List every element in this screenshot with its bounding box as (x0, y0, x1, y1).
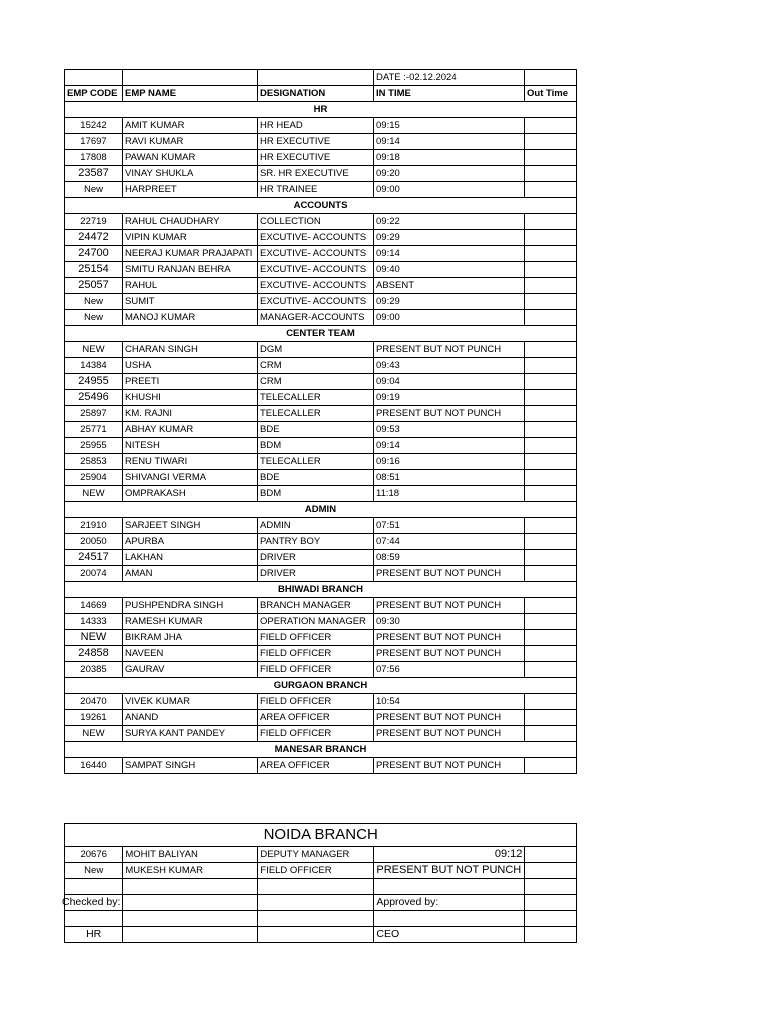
emp-name-cell: AMIT KUMAR (123, 118, 258, 134)
out-time-cell (525, 358, 577, 374)
table-row (65, 630, 577, 646)
in-time-cell: 07:56 (374, 662, 525, 678)
emp-name-cell: RAHUL (123, 278, 258, 294)
empty-cell (258, 70, 374, 86)
emp-code-cell: 16440 (65, 758, 123, 774)
section-header-row (65, 502, 577, 518)
emp-code-cell: 17697 (65, 134, 123, 150)
designation-cell: FIELD OFFICER (258, 726, 374, 742)
emp-name-cell: PUSHPENDRA SINGH (123, 598, 258, 614)
emp-code-cell: 20470 (65, 694, 123, 710)
designation-cell: CRM (258, 374, 374, 390)
section-title: BHIWADI BRANCH (65, 582, 577, 598)
emp-name-cell: SARJEET SINGH (123, 518, 258, 534)
table-row (65, 406, 577, 422)
emp-code-cell: NEW (65, 342, 123, 358)
out-time-cell (525, 614, 577, 630)
in-time-cell: ABSENT (374, 278, 525, 294)
designation-cell: TELECALLER (258, 454, 374, 470)
out-time-cell (525, 118, 577, 134)
table-row (65, 310, 577, 326)
emp-name-cell: NEERAJ KUMAR PRAJAPATI (123, 246, 258, 262)
emp-name-cell: HARPREET (123, 182, 258, 198)
section-header-row (65, 198, 577, 214)
out-time-cell (525, 566, 577, 582)
emp-name-cell: KHUSHI (123, 390, 258, 406)
table-row (65, 438, 577, 454)
empty-cell (258, 911, 374, 927)
designation-cell: EXCUTIVE- ACCOUNTS (258, 230, 374, 246)
table-row (65, 294, 577, 310)
out-time-cell (525, 246, 577, 262)
emp-code-cell: NEW (65, 726, 123, 742)
checked-by-label: Checked by: (65, 895, 123, 911)
emp-name-cell: VIPIN KUMAR (123, 230, 258, 246)
out-time-cell (525, 598, 577, 614)
col-emp-name: EMP NAME (123, 86, 258, 102)
in-time-cell: PRESENT BUT NOT PUNCH (374, 863, 525, 879)
section-header-row (65, 742, 577, 758)
emp-name-cell: AMAN (123, 566, 258, 582)
table-row (65, 182, 577, 198)
table-row (65, 710, 577, 726)
emp-name-cell: MUKESH KUMAR (123, 863, 258, 879)
in-time-cell: 09:30 (374, 614, 525, 630)
table-row (65, 422, 577, 438)
designation-cell: AREA OFFICER (258, 758, 374, 774)
emp-name-cell: RAMESH KUMAR (123, 614, 258, 630)
emp-code-cell: New (65, 182, 123, 198)
emp-code-cell: 22719 (65, 214, 123, 230)
designation-cell: FIELD OFFICER (258, 662, 374, 678)
emp-code-cell: 14384 (65, 358, 123, 374)
emp-name-cell: PREETI (123, 374, 258, 390)
emp-code-cell: NEW (65, 486, 123, 502)
table-row (65, 518, 577, 534)
designation-cell: TELECALLER (258, 390, 374, 406)
designation-cell: HR TRAINEE (258, 182, 374, 198)
table-row (65, 534, 577, 550)
designation-cell: HR HEAD (258, 118, 374, 134)
emp-name-cell: KM. RAJNI (123, 406, 258, 422)
empty-cell (525, 911, 577, 927)
in-time-cell: PRESENT BUT NOT PUNCH (374, 710, 525, 726)
in-time-cell: PRESENT BUT NOT PUNCH (374, 646, 525, 662)
empty-cell (525, 879, 577, 895)
designation-cell: BDM (258, 438, 374, 454)
emp-code-cell: 15242 (65, 118, 123, 134)
in-time-cell: 08:51 (374, 470, 525, 486)
designation-cell: DEPUTY MANAGER (258, 847, 374, 863)
table-row (65, 614, 577, 630)
emp-name-cell: MOHIT BALIYAN (123, 847, 258, 863)
table-row (65, 598, 577, 614)
section-header-row (65, 326, 577, 342)
in-time-cell: PRESENT BUT NOT PUNCH (374, 630, 525, 646)
table-row (65, 390, 577, 406)
designation-cell: BDE (258, 470, 374, 486)
out-time-cell (525, 438, 577, 454)
table-row (65, 662, 577, 678)
in-time-cell: PRESENT BUT NOT PUNCH (374, 342, 525, 358)
in-time-cell: 09:19 (374, 390, 525, 406)
emp-name-cell: PAWAN KUMAR (123, 150, 258, 166)
in-time-cell: 10:54 (374, 694, 525, 710)
table-row (65, 118, 577, 134)
empty-cell (525, 895, 577, 911)
out-time-cell (525, 758, 577, 774)
in-time-cell: 09:22 (374, 214, 525, 230)
column-header-row (65, 86, 577, 102)
empty-cell (65, 70, 123, 86)
in-time-cell: 09:14 (374, 134, 525, 150)
empty-cell (123, 927, 258, 943)
out-time-cell (525, 374, 577, 390)
empty-cell (258, 879, 374, 895)
emp-code-cell: 14669 (65, 598, 123, 614)
designation-cell: EXCUTIVE- ACCOUNTS (258, 246, 374, 262)
out-time-cell (525, 534, 577, 550)
noida-branch-title: NOIDA BRANCH (65, 824, 577, 847)
designation-cell: ADMIN (258, 518, 374, 534)
emp-code-cell: 24700 (65, 246, 123, 262)
out-time-cell (525, 134, 577, 150)
designation-cell: DRIVER (258, 566, 374, 582)
in-time-cell: PRESENT BUT NOT PUNCH (374, 406, 525, 422)
designation-cell: DGM (258, 342, 374, 358)
emp-code-cell: 24858 (65, 646, 123, 662)
designation-cell: FIELD OFFICER (258, 863, 374, 879)
emp-code-cell: 24517 (65, 550, 123, 566)
designation-cell: SR. HR EXECUTIVE (258, 166, 374, 182)
in-time-cell: 09:43 (374, 358, 525, 374)
noida-title-row (65, 824, 577, 847)
emp-code-cell: 20050 (65, 534, 123, 550)
out-time-cell (525, 150, 577, 166)
emp-name-cell: APURBA (123, 534, 258, 550)
out-time-cell (525, 342, 577, 358)
emp-code-cell: 25771 (65, 422, 123, 438)
table-row (65, 470, 577, 486)
out-time-cell (525, 230, 577, 246)
emp-code-cell: New (65, 863, 123, 879)
emp-code-cell: 14333 (65, 614, 123, 630)
table-row (65, 726, 577, 742)
table-row (65, 863, 577, 879)
hr-signatory: HR (65, 927, 123, 943)
table-row (65, 374, 577, 390)
table-row (65, 847, 577, 863)
emp-code-cell: 20074 (65, 566, 123, 582)
table-row (65, 214, 577, 230)
col-designation: DESIGNATION (258, 86, 374, 102)
designation-cell: EXCUTIVE- ACCOUNTS (258, 262, 374, 278)
in-time-cell: 07:44 (374, 534, 525, 550)
out-time-cell (525, 182, 577, 198)
approved-by-label: Approved by: (374, 895, 525, 911)
in-time-cell: 09:40 (374, 262, 525, 278)
emp-code-cell: 17808 (65, 150, 123, 166)
out-time-cell (525, 406, 577, 422)
out-time-cell (525, 662, 577, 678)
emp-name-cell: SHIVANGI VERMA (123, 470, 258, 486)
out-time-cell (525, 390, 577, 406)
table-row (65, 454, 577, 470)
designation-cell: BRANCH MANAGER (258, 598, 374, 614)
emp-code-cell: 25496 (65, 390, 123, 406)
in-time-cell: 09:14 (374, 438, 525, 454)
emp-code-cell: 23587 (65, 166, 123, 182)
table-row (65, 278, 577, 294)
section-title: GURGAON BRANCH (65, 678, 577, 694)
emp-name-cell: SUMIT (123, 294, 258, 310)
empty-cell (258, 895, 374, 911)
emp-name-cell: VIVEK KUMAR (123, 694, 258, 710)
in-time-cell: 07:51 (374, 518, 525, 534)
in-time-cell: 09:18 (374, 150, 525, 166)
ceo-signatory: CEO (374, 927, 525, 943)
emp-code-cell: 19261 (65, 710, 123, 726)
empty-cell (65, 879, 123, 895)
out-time-cell (525, 294, 577, 310)
section-title: HR (65, 102, 577, 118)
designation-cell: MANAGER-ACCOUNTS (258, 310, 374, 326)
out-time-cell (525, 470, 577, 486)
designation-cell: TELECALLER (258, 406, 374, 422)
designation-cell: HR EXECUTIVE (258, 150, 374, 166)
out-time-cell (525, 710, 577, 726)
emp-code-cell: New (65, 294, 123, 310)
table-row (65, 566, 577, 582)
in-time-cell: 08:59 (374, 550, 525, 566)
designation-cell: PANTRY BOY (258, 534, 374, 550)
empty-cell (123, 70, 258, 86)
designation-cell: OPERATION MANAGER (258, 614, 374, 630)
table-row (65, 342, 577, 358)
emp-name-cell: BIKRAM JHA (123, 630, 258, 646)
table-row (65, 230, 577, 246)
signature-label-row (65, 895, 577, 911)
emp-name-cell: SAMPAT SINGH (123, 758, 258, 774)
table-row (65, 246, 577, 262)
attendance-table-body (65, 70, 577, 774)
emp-name-cell: LAKHAN (123, 550, 258, 566)
in-time-cell: PRESENT BUT NOT PUNCH (374, 566, 525, 582)
in-time-cell: 09:15 (374, 118, 525, 134)
section-title: ACCOUNTS (65, 198, 577, 214)
emp-name-cell: OMPRAKASH (123, 486, 258, 502)
table-row (65, 262, 577, 278)
date-row (65, 70, 577, 86)
emp-name-cell: NITESH (123, 438, 258, 454)
designation-cell: EXCUTIVE- ACCOUNTS (258, 294, 374, 310)
in-time-cell: PRESENT BUT NOT PUNCH (374, 598, 525, 614)
signature-role-row (65, 927, 577, 943)
emp-code-cell: 20676 (65, 847, 123, 863)
blank-row (65, 879, 577, 895)
out-time-cell (525, 166, 577, 182)
emp-name-cell: RENU TIWARI (123, 454, 258, 470)
emp-code-cell: 24955 (65, 374, 123, 390)
out-time-cell (525, 694, 577, 710)
attendance-table (64, 69, 577, 774)
empty-cell (123, 895, 258, 911)
table-row (65, 550, 577, 566)
emp-name-cell: NAVEEN (123, 646, 258, 662)
out-time-cell (525, 550, 577, 566)
in-time-cell: 09:12 (374, 847, 525, 863)
in-time-cell: 09:29 (374, 230, 525, 246)
designation-cell: BDE (258, 422, 374, 438)
out-time-cell (525, 310, 577, 326)
table-row (65, 758, 577, 774)
out-time-cell (525, 278, 577, 294)
in-time-cell: 11:18 (374, 486, 525, 502)
out-time-cell (525, 726, 577, 742)
section-header-row (65, 102, 577, 118)
date-cell: DATE :-02.12.2024 (374, 70, 525, 86)
emp-name-cell: SURYA KANT PANDEY (123, 726, 258, 742)
designation-cell: FIELD OFFICER (258, 646, 374, 662)
out-time-cell (525, 262, 577, 278)
emp-name-cell: VINAY SHUKLA (123, 166, 258, 182)
empty-cell (65, 911, 123, 927)
in-time-cell: PRESENT BUT NOT PUNCH (374, 758, 525, 774)
designation-cell: DRIVER (258, 550, 374, 566)
designation-cell: FIELD OFFICER (258, 694, 374, 710)
in-time-cell: 09:00 (374, 182, 525, 198)
emp-code-cell: 25955 (65, 438, 123, 454)
in-time-cell: 09:00 (374, 310, 525, 326)
col-in-time: IN TIME (374, 86, 525, 102)
emp-name-cell: CHARAN SINGH (123, 342, 258, 358)
out-time-cell (525, 863, 577, 879)
empty-cell (374, 911, 525, 927)
in-time-cell: PRESENT BUT NOT PUNCH (374, 726, 525, 742)
in-time-cell: 09:20 (374, 166, 525, 182)
out-time-cell (525, 422, 577, 438)
designation-cell: BDM (258, 486, 374, 502)
designation-cell: CRM (258, 358, 374, 374)
empty-cell (374, 879, 525, 895)
out-time-cell (525, 646, 577, 662)
out-time-cell (525, 630, 577, 646)
empty-cell (123, 911, 258, 927)
emp-code-cell: 25057 (65, 278, 123, 294)
emp-name-cell: RAHUL CHAUDHARY (123, 214, 258, 230)
empty-cell (525, 70, 577, 86)
emp-name-cell: SMITU RANJAN BEHRA (123, 262, 258, 278)
table-row (65, 358, 577, 374)
emp-code-cell: 25904 (65, 470, 123, 486)
designation-cell: FIELD OFFICER (258, 630, 374, 646)
emp-name-cell: ANAND (123, 710, 258, 726)
out-time-cell (525, 486, 577, 502)
designation-cell: HR EXECUTIVE (258, 134, 374, 150)
in-time-cell: 09:53 (374, 422, 525, 438)
section-title: MANESAR BRANCH (65, 742, 577, 758)
in-time-cell: 09:29 (374, 294, 525, 310)
col-out-time: Out Time (525, 86, 577, 102)
emp-code-cell: 24472 (65, 230, 123, 246)
empty-cell (123, 879, 258, 895)
section-header-row (65, 582, 577, 598)
blank-row (65, 911, 577, 927)
emp-code-cell: 25853 (65, 454, 123, 470)
table-row (65, 150, 577, 166)
emp-code-cell: 20385 (65, 662, 123, 678)
emp-code-cell: New (65, 310, 123, 326)
table-row (65, 486, 577, 502)
out-time-cell (525, 214, 577, 230)
emp-code-cell: 21910 (65, 518, 123, 534)
out-time-cell (525, 518, 577, 534)
emp-name-cell: MANOJ KUMAR (123, 310, 258, 326)
table-row (65, 694, 577, 710)
emp-name-cell: RAVI KUMAR (123, 134, 258, 150)
section-title: ADMIN (65, 502, 577, 518)
designation-cell: EXCUTIVE- ACCOUNTS (258, 278, 374, 294)
empty-cell (258, 927, 374, 943)
emp-name-cell: GAURAV (123, 662, 258, 678)
in-time-cell: 09:16 (374, 454, 525, 470)
in-time-cell: 09:04 (374, 374, 525, 390)
emp-code-cell: NEW (65, 630, 123, 646)
section-title: CENTER TEAM (65, 326, 577, 342)
empty-cell (525, 927, 577, 943)
out-time-cell (525, 847, 577, 863)
emp-name-cell: ABHAY KUMAR (123, 422, 258, 438)
out-time-cell (525, 454, 577, 470)
designation-cell: AREA OFFICER (258, 710, 374, 726)
table-row (65, 134, 577, 150)
emp-code-cell: 25897 (65, 406, 123, 422)
designation-cell: COLLECTION (258, 214, 374, 230)
in-time-cell: 09:14 (374, 246, 525, 262)
section-header-row (65, 678, 577, 694)
emp-code-cell: 25154 (65, 262, 123, 278)
emp-name-cell: USHA (123, 358, 258, 374)
table-row (65, 166, 577, 182)
table-row (65, 646, 577, 662)
noida-branch-table (64, 823, 577, 943)
col-emp-code: EMP CODE (65, 86, 123, 102)
